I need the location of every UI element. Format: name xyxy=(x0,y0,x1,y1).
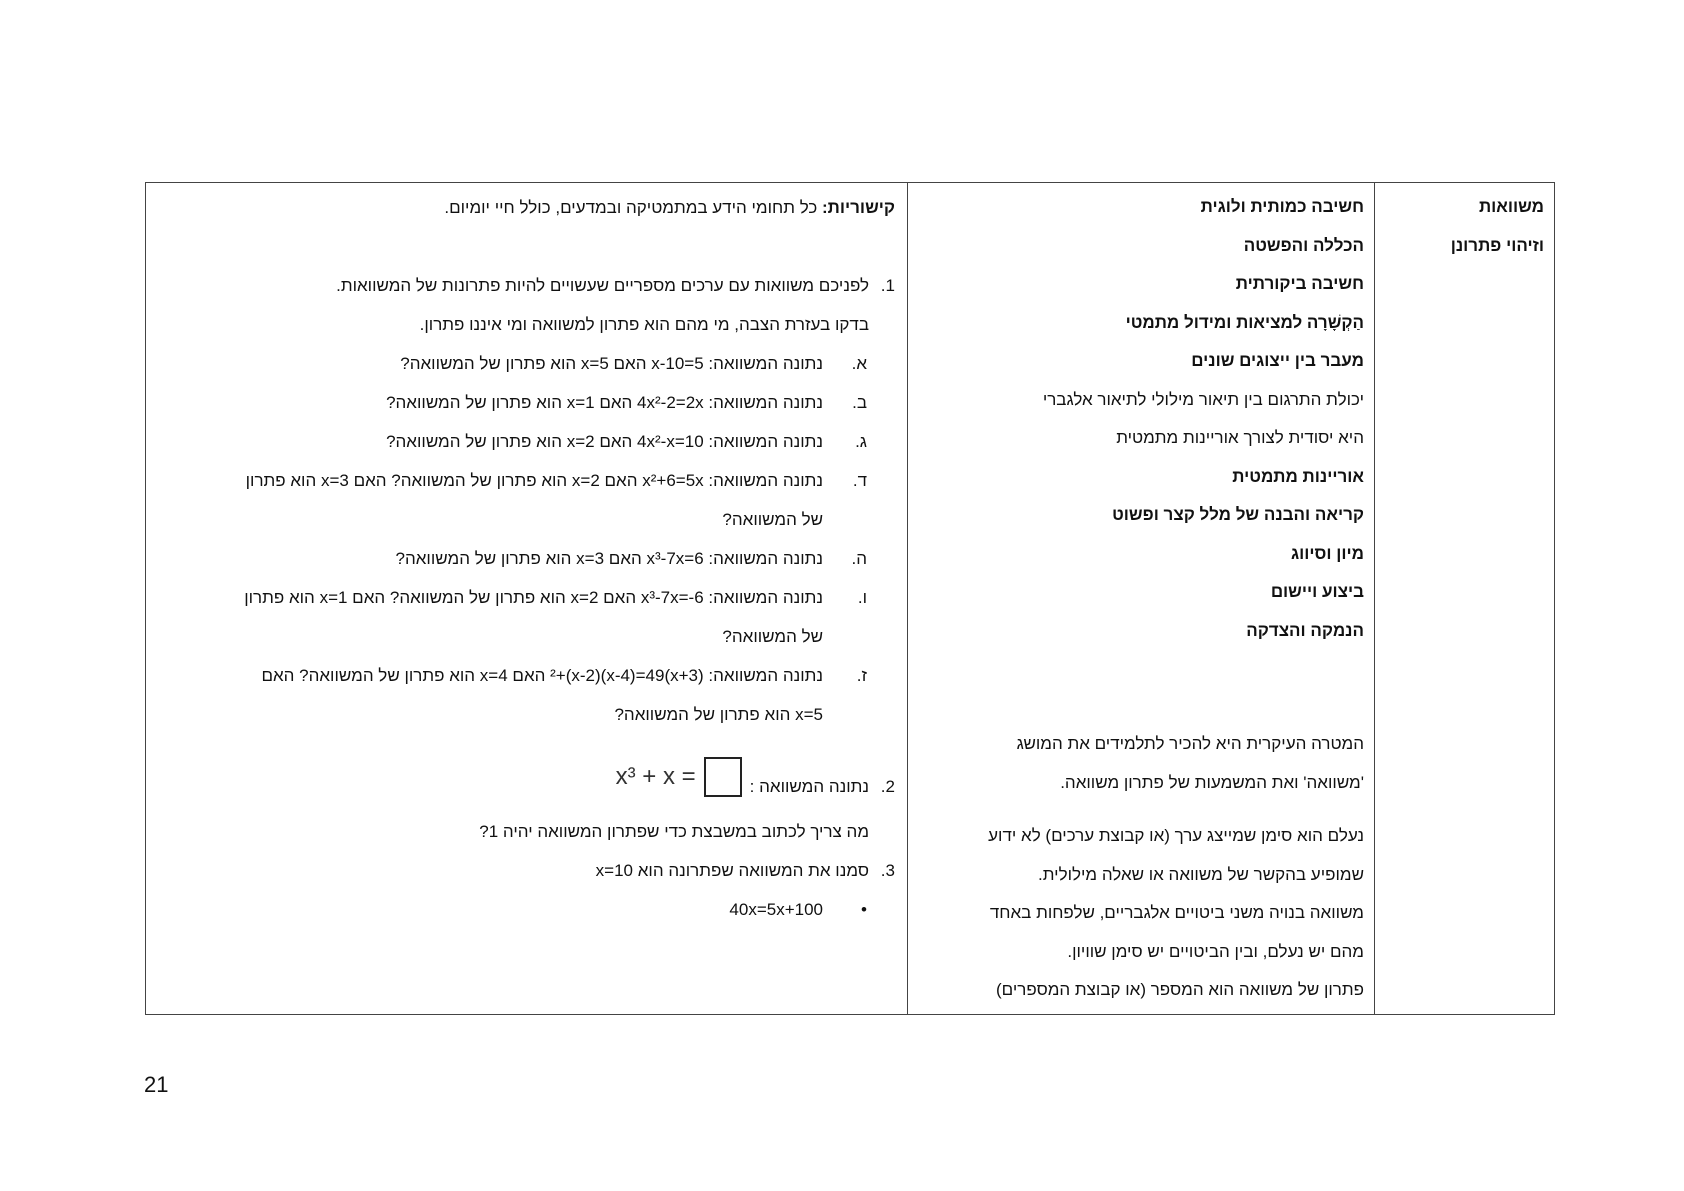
sub-question-text: נתונה המשוואה: x³-7x=-6 האם x=2 הוא פתרון של המשוואה? האם x=1 הוא פתרון xyxy=(244,588,823,607)
question-number: 3. xyxy=(880,861,895,880)
goal-text: המטרה העיקרית היא להכיר לתלמידים את המושג xyxy=(1016,734,1364,753)
topic-line: וזיהוי פתרונן xyxy=(1450,235,1544,255)
spacer xyxy=(146,734,895,762)
sub-question-continuation: של המשוואה? xyxy=(722,627,823,646)
sub-question-letter: ד. xyxy=(852,471,867,490)
tasks-column xyxy=(146,183,907,1014)
definition-text: משוואה בנויה משני ביטויים אלגבריים, שלפחות באחד xyxy=(989,903,1364,922)
page-number: 21 xyxy=(144,1072,169,1097)
equation-with-box xyxy=(616,752,742,802)
skill-text: היא יסודית לצורך אוריינות מתמטית xyxy=(1116,428,1364,447)
connections-label: קישוריות: xyxy=(822,198,895,217)
skill-heading: חשיבה כמותית ולוגית xyxy=(1200,197,1364,216)
sub-question-letter: ב. xyxy=(852,393,867,412)
goal-text: 'משוואה' ואת המשמעות של פתרון משוואה. xyxy=(1060,772,1364,792)
skill-heading: מיון וסיווג xyxy=(1291,543,1364,563)
skill-heading: ביצוע ויישום xyxy=(1270,582,1364,601)
skill-heading: אוריינות מתמטית xyxy=(1232,466,1364,486)
skills-column xyxy=(907,183,1374,1014)
sub-question xyxy=(146,578,895,617)
content-table xyxy=(145,182,1555,1015)
sub-question-letter: ו. xyxy=(857,588,867,607)
option-item xyxy=(146,890,895,929)
definition-text: שמופיע בהקשר של משוואה או שאלה מילולית. xyxy=(1038,864,1364,884)
connections-text: כל תחומי הידע במתמטיקה ובמדעים, כולל חיי יומיום. xyxy=(444,198,823,217)
connections-line xyxy=(146,188,895,227)
sub-question xyxy=(146,344,895,383)
sub-question-text: נתונה המשוואה: 4x²-x=10 האם x=2 הוא פתרון של המשוואה? xyxy=(386,432,823,451)
question-text: לפניכם משוואות עם ערכים מספריים שעשויים להיות פתרונות של המשוואות. xyxy=(336,276,869,295)
option-text: 40x=5x+100 xyxy=(729,900,823,919)
sub-question xyxy=(146,656,895,695)
bullet-icon: • xyxy=(861,900,867,919)
spacer xyxy=(908,650,1364,725)
sub-question-letter: ז. xyxy=(856,666,867,685)
skill-heading: הַקְשָׁרָה למציאות ומידול מתמטי xyxy=(1125,312,1364,332)
answer-box xyxy=(704,757,742,797)
topic-line: משוואות xyxy=(1478,197,1544,216)
question-number: 2. xyxy=(880,777,895,796)
sub-question xyxy=(146,539,895,578)
question-number: 1. xyxy=(880,276,895,295)
sub-question-text: נתונה המשוואה: x³-7x=6 האם x=3 הוא פתרון של המשוואה? xyxy=(395,549,823,568)
sub-question-text: נתונה המשוואה: x-10=5 האם x=5 הוא פתרון של המשוואה? xyxy=(400,354,823,373)
sub-question-letter: ג. xyxy=(855,432,867,451)
question-1-instruction: בדקו בעזרת הצבה, מי מהם הוא פתרון למשוואה ומי איננו פתרון. xyxy=(419,315,869,334)
definition-text: נעלם הוא סימן שמייצג ערך (או קבוצת ערכים) לא ידוע xyxy=(988,826,1364,845)
question-1 xyxy=(146,266,895,305)
sub-question-text: נתונה המשוואה: 4x²-2=2x האם x=1 הוא פתרון של המשוואה? xyxy=(386,393,823,412)
skill-heading: חשיבה ביקורתית xyxy=(1235,274,1364,293)
definition-text: מהם יש נעלם, ובין הביטויים יש סימן שוויון. xyxy=(1067,941,1364,961)
sub-question xyxy=(146,383,895,422)
sub-question-text: נתונה המשוואה: x²+6=5x האם x=2 הוא פתרון של המשוואה? האם x=3 הוא פתרון xyxy=(245,471,823,490)
sub-question-continuation: של המשוואה? xyxy=(722,510,823,529)
definition-text: פתרון של משוואה הוא המספר (או קבוצת המספרים) xyxy=(996,980,1364,999)
sub-question-letter: א. xyxy=(851,354,867,373)
skill-heading: קריאה והבנה של מלל קצר ופשוט xyxy=(1112,505,1364,524)
spacer xyxy=(908,802,1364,817)
topic-column xyxy=(1374,183,1554,1014)
sub-question-text: נתונה המשוואה: (3+x)²+(x-2)(x-4)=49 האם x=4 הוא פתרון של המשוואה? האם xyxy=(261,666,823,685)
skill-heading: הכללה והפשטה xyxy=(1243,235,1364,255)
sub-question xyxy=(146,422,895,461)
sub-question-continuation: x=5 הוא פתרון של המשוואה? xyxy=(614,705,823,724)
sub-question xyxy=(146,461,895,500)
question-text: סמנו את המשוואה שפתרונה הוא x=10 xyxy=(595,861,869,880)
skill-heading: מעבר בין ייצוגים שונים xyxy=(1191,351,1364,370)
question-3 xyxy=(146,851,895,890)
skill-heading: הנמקה והצדקה xyxy=(1246,620,1364,640)
equation-text: x³ + x = xyxy=(615,763,696,790)
question-2-text: מה צריך לכתוב במשבצת כדי שפתרון המשוואה יהיה 1? xyxy=(479,822,869,841)
spacer xyxy=(146,227,895,266)
sub-question-letter: ה. xyxy=(851,549,867,568)
skill-text: יכולת התרגום בין תיאור מילולי לתיאור אלגברי xyxy=(1042,389,1364,409)
question-2 xyxy=(146,762,895,812)
question-label: נתונה המשוואה : xyxy=(749,777,869,796)
